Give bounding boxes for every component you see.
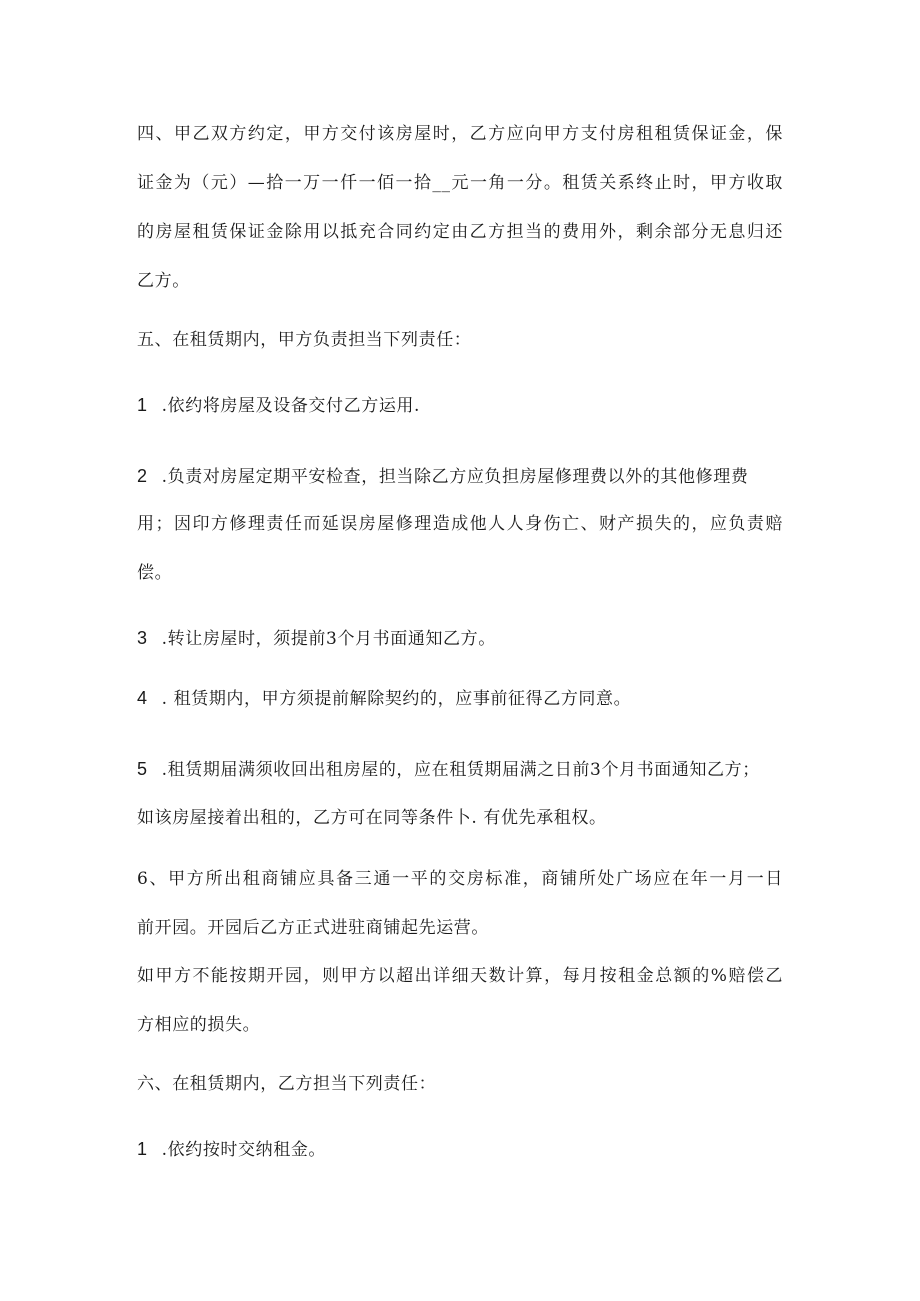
section5-note-line-1: 如甲方不能按期开园，则甲方以超出详细天数计算，每月按租金总额的%赔偿乙 (137, 966, 783, 986)
section4-line-4: 乙方。 (137, 271, 190, 291)
section5-item-3 (137, 626, 496, 651)
section5-item-1 (137, 393, 420, 418)
item-number: 5 (137, 759, 148, 779)
item-text: .依约按时交纳租金。 (161, 1140, 327, 1160)
section5-item-2 (137, 464, 748, 489)
item-text: .负责对房屋定期平安检查，担当除乙方应负担房屋修理费以外的其他修理费 (161, 467, 749, 487)
item-text: .租赁期届满须收回出租房屋的，应在租赁期届满之日前3个月书面通知乙方； (161, 760, 760, 780)
section6-item-1 (137, 1137, 326, 1162)
section5-heading: 五、在租赁期内，甲方负责担当下列责任： (137, 330, 472, 350)
section5-item-6-line-2: 前开园。开园后乙方正式进驻商铺起先运营。 (137, 918, 489, 938)
section6-heading: 六、在租赁期内，乙方担当下列责任： (137, 1074, 437, 1094)
section5-item-4 (137, 686, 631, 711)
item-number: 2 (137, 466, 148, 486)
section5-item-2-line-2: 用；因印方修理责任而延误房屋修理造成他人人身伤亡、财产损失的，应负责赔 (137, 514, 783, 534)
item-text: .依约将房屋及设备交付乙方运用. (161, 396, 421, 416)
section5-item-6-line-1: 6、甲方所出租商铺应具备三通一平的交房标准，商铺所处广场应在年一月一日 (137, 869, 783, 889)
section4-line-3: 的房屋租赁保证金除用以抵充合同约定由乙方担当的费用外，剩余部分无息归还 (137, 222, 783, 242)
item-number: 1 (137, 1139, 148, 1159)
item-number: 3 (137, 628, 148, 648)
item-text: .转让房屋时，须提前3个月书面通知乙方。 (161, 629, 496, 649)
section5-item-5 (137, 757, 760, 782)
item-number: 1 (137, 395, 148, 415)
section5-item-5-line-2: 如该房屋接着出租的，乙方可在同等条件卜. 有优先承租权。 (137, 808, 607, 828)
section4-line-1: 四、甲乙双方约定，甲方交付该房屋时，乙方应向甲方支付房租租赁保证金，保 (137, 124, 783, 144)
section5-note-line-2: 方相应的损失。 (137, 1015, 261, 1035)
section5-item-2-line-3: 偿。 (137, 563, 173, 583)
section4-line-2: 证金为（元）—拾一万一仟一佰一拾__元一角一分。租赁关系终止时，甲方收取 (137, 173, 783, 193)
item-text: . 租赁期内，甲方须提前解除契约的，应事前征得乙方同意。 (161, 689, 632, 709)
item-number: 4 (137, 688, 148, 708)
